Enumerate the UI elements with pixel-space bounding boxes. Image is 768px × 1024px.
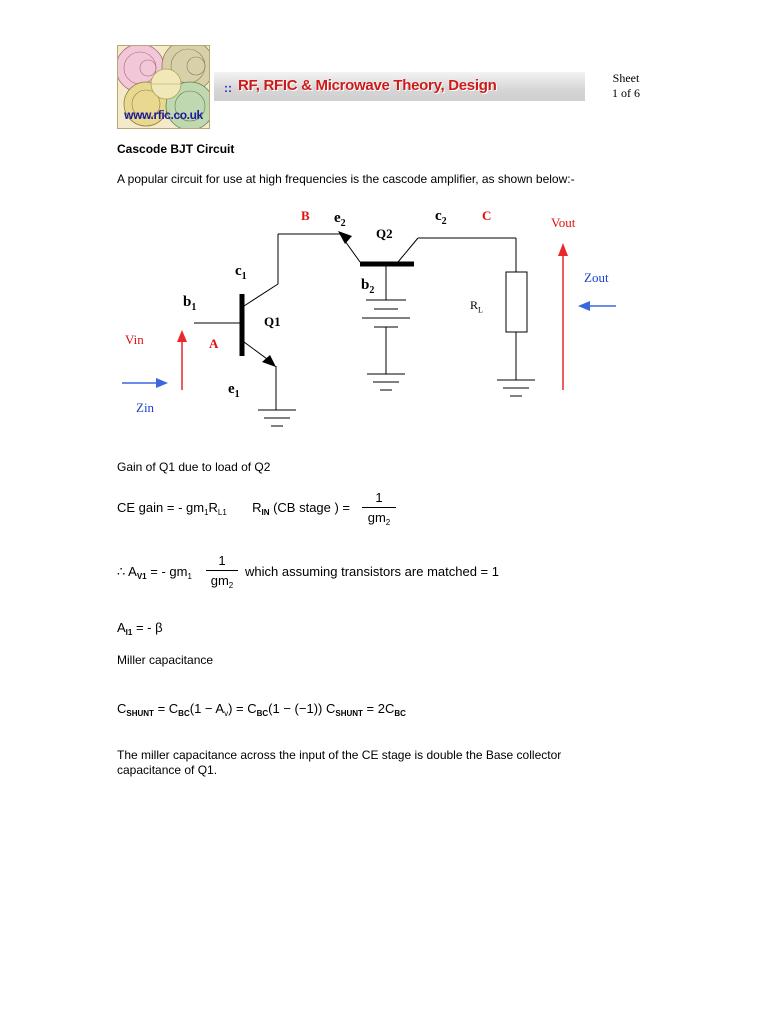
label-b1: $b_1$ bbox=[183, 294, 197, 313]
equation-av1-note: which assuming transistors are matched = 1 bbox=[245, 564, 499, 579]
equation-c-shunt: $C_{SHUNT} = C_{BC}(1 - A_v) = C_{BC}(1 - (-1)) C_{SHUNT} = 2C_{BC}$ bbox=[117, 701, 406, 718]
gain-heading: Gain of Q1 due to load of Q2 bbox=[117, 460, 271, 474]
equation-ai1: $A_{I1}$ = - β bbox=[117, 620, 163, 637]
label-q2: Q2 bbox=[376, 226, 393, 241]
label-zin: Zin bbox=[136, 400, 155, 415]
label-rl: $R_L$ bbox=[470, 298, 483, 315]
label-vout: Vout bbox=[551, 215, 576, 230]
q2-collector-lead bbox=[398, 238, 418, 262]
label-c1: $c_1$ bbox=[235, 263, 247, 282]
label-c2: $c_2$ bbox=[435, 208, 447, 227]
sheet-word: Sheet bbox=[612, 71, 640, 85]
banner-bullet: :: bbox=[224, 81, 232, 95]
miller-heading: Miller capacitance bbox=[117, 653, 214, 667]
logo-url: www.rfic.co.uk bbox=[124, 108, 203, 122]
label-zout: Zout bbox=[584, 270, 609, 285]
node-label-c: C bbox=[482, 208, 492, 223]
label-e2: $e_2$ bbox=[334, 210, 346, 229]
label-vin: Vin bbox=[125, 332, 144, 347]
equation-ce-gain: CE gain = - $gm_1R_{L1}$ $R_{IN}$ (CB stage ) = bbox=[117, 500, 351, 517]
fraction-av1: 1 $gm_2$ bbox=[206, 553, 238, 588]
section-title: Cascode BJT Circuit bbox=[117, 142, 235, 156]
vout-arrow-icon bbox=[558, 243, 568, 256]
zout-arrow-icon bbox=[578, 301, 590, 311]
node-label-a: A bbox=[209, 336, 219, 351]
equation-av1: ∴ $A_{V1}$ = - $gm_1$ bbox=[117, 564, 192, 581]
zin-arrow-icon bbox=[156, 378, 168, 388]
intro-paragraph: A popular circuit for use at high frequencies is the cascode amplifier, as shown below:- bbox=[117, 172, 575, 186]
q1-collector-lead bbox=[244, 284, 278, 306]
label-b2: $b_2$ bbox=[361, 277, 375, 296]
q2-emitter-arrow-icon bbox=[338, 231, 352, 244]
label-e1: $e_1$ bbox=[228, 381, 240, 400]
node-label-b: B bbox=[301, 208, 310, 223]
label-q1: Q1 bbox=[264, 314, 281, 329]
sheet-number: 1 of 6 bbox=[612, 86, 640, 100]
banner-title: RF, RFIC & Microwave Theory, Design bbox=[238, 77, 497, 94]
fraction-rin: 1 $gm_2$ bbox=[362, 490, 396, 525]
conclusion-paragraph: The miller capacitance across the input of the CE stage is double the Base collector capacitance of Q1. bbox=[117, 748, 562, 777]
vin-arrow-icon bbox=[177, 330, 187, 342]
load-resistor bbox=[506, 272, 527, 332]
